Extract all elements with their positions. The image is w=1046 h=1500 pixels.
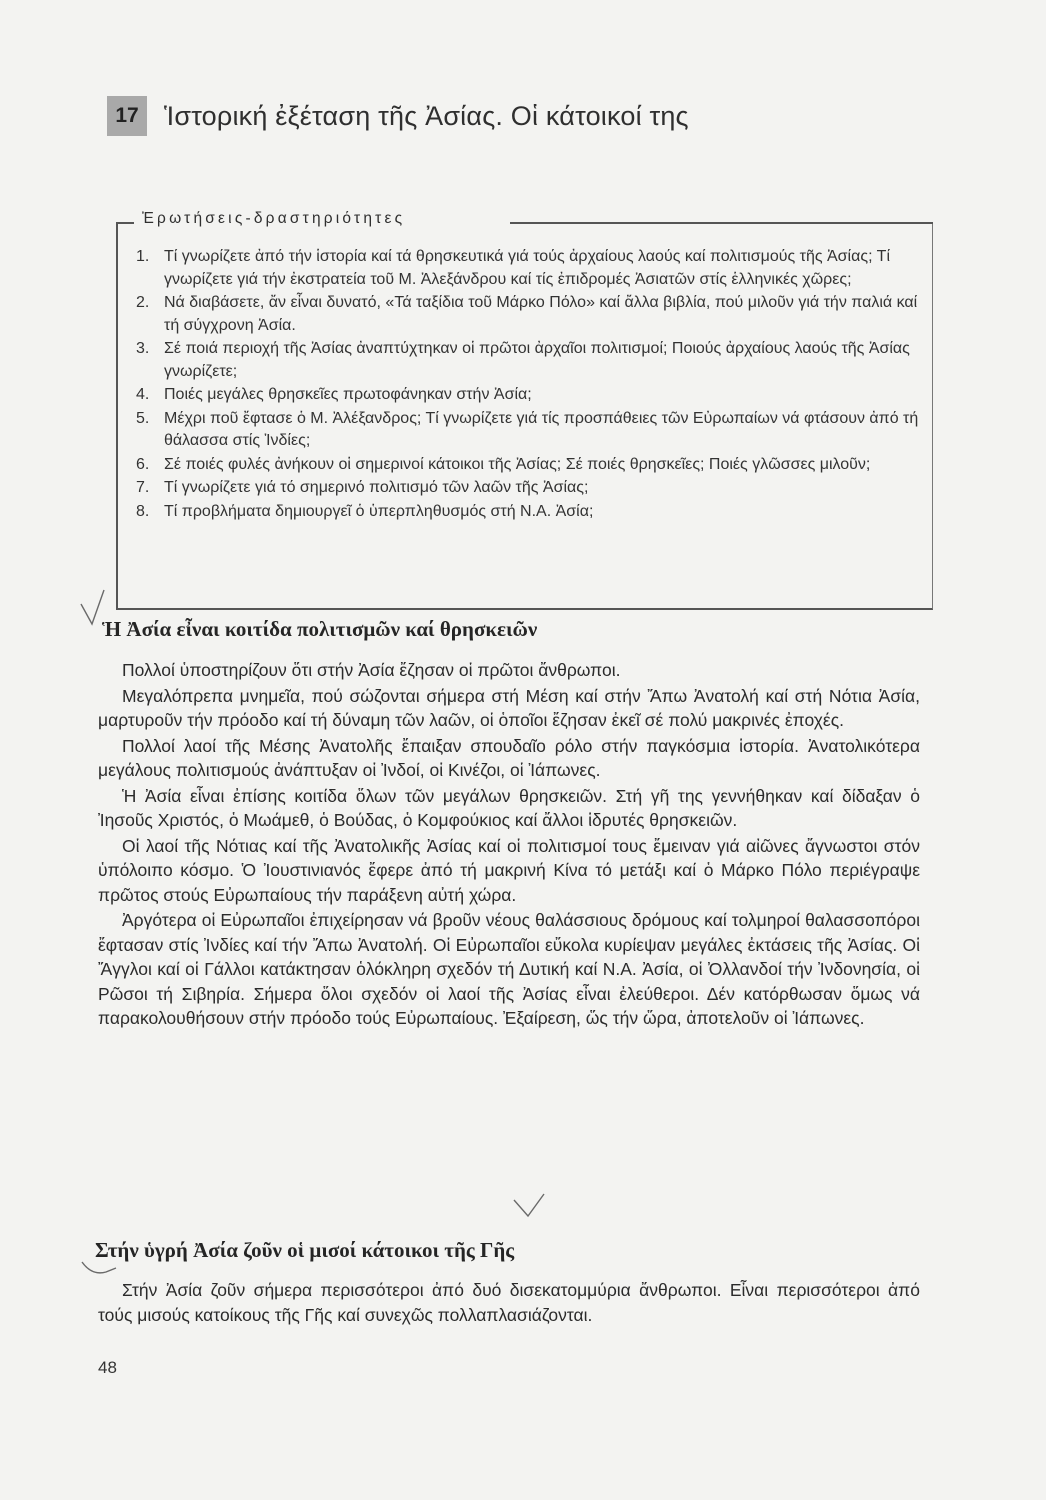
- paragraph: Οἱ λαοί τῆς Νότιας καί τῆς Ἀνατολικῆς Ἀσίας καί οἱ πολιτισμοί τους ἔμειναν γιά αἰῶνες ἄγνωστοι στόν ὑπόλοιπο κόσμο. Ὁ Ἰουστινιανός ἔφερε ἀπό τή μακρινή Κίνα τό μετάξι καί ὁ Μάρκο Πόλο περιέγραψε πρῶτος στούς Εὐρωπαίους τήν παράξενη αὐτή χώρα.: [98, 835, 920, 905]
- question-item: [136, 501, 922, 524]
- question-item: [136, 408, 922, 453]
- handwritten-check-icon: [512, 1192, 548, 1222]
- question-item: [136, 246, 922, 291]
- chapter-header: [107, 94, 689, 138]
- question-number: 2.: [136, 294, 150, 311]
- box-top-rule: [116, 222, 134, 224]
- paragraph: Ἀργότερα οἱ Εὐρωπαῖοι ἐπιχείρησαν νά βροῦν νέους θαλάσσιους δρόμους καί τολμηροί θαλασσοπόροι ἔφτασαν στίς Ἰνδίες καί τήν Ἄπω Ἀνατολή. Οἱ Εὐρωπαῖοι εὔκολα κυρίεψαν μεγάλες ἐκτάσεις τῆς Ἀσίας. Οἱ Ἄγγλοι καί οἱ Γάλλοι κατάκτησαν ὁλόκληρη σχεδόν τή Δυτική καί Ν.Α. Ἀσία, οἱ Ὀλλανδοί τήν Ἰνδονησία, οἱ Ρῶσοι τή Σιβηρία. Σήμερα ὅλοι σχεδόν οἱ λαοί τῆς Ἀσίας εἶναι ἐλεύθεροι. Δέν κατόρθωσαν ὅμως νά παρακολουθήσουν στήν πρόοδο τούς Εὐρωπαίους. Ἐξαίρεση, ὥς τήν ὥρα, ἀποτελοῦν οἱ Ἰάπωνες.: [98, 910, 920, 1028]
- question-item: [136, 384, 922, 407]
- question-number: 6.: [136, 455, 150, 473]
- section-body: [98, 658, 920, 1032]
- question-number: 3.: [136, 340, 150, 357]
- question-text: Ποιές μεγάλες θρησκεῖες πρωτοφάνηκαν στήν Ἀσία;: [164, 386, 532, 403]
- question-item: [136, 292, 922, 337]
- paragraph: Πολλοί ὑποστηρίζουν ὅτι στήν Ἀσία ἔζησαν οἱ πρῶτοι ἄνθρωποι.: [122, 660, 621, 680]
- paragraph: Ἡ Ἀσία εἶναι ἐπίσης κοιτίδα ὅλων τῶν μεγάλων θρησκειῶν. Στή γῆ της γεννήθηκαν καί δίδαξαν ὁ Ἰησοῦς Χριστός, ὁ Μωάμεθ, ὁ Βούδας, ὁ Κομφούκιος καί ἄλλοι ἱδρυτές θρησκειῶν.: [98, 785, 920, 830]
- page-number: 48: [98, 1358, 117, 1377]
- question-number: 5.: [136, 409, 150, 427]
- question-list: [136, 246, 922, 524]
- section-heading: Ἡ Ἀσία εἶναι κοιτίδα πολιτισμῶν καί θρησκειῶν: [102, 617, 538, 641]
- chapter-number: 17: [107, 96, 147, 136]
- question-number: 8.: [136, 502, 150, 520]
- question-text: Σέ ποιά περιοχή τῆς Ἀσίας ἀναπτύχτηκαν οἱ πρῶτοι ἀρχαῖοι πολιτισμοί; Ποιούς ἀρχαίους λαούς τῆς Ἀσίας γνωρίζετε;: [164, 340, 910, 380]
- question-text: Μέχρι ποῦ ἔφτασε ὁ Μ. Ἀλέξανδρος; Τί γνωρίζετε γιά τίς προσπάθειες τῶν Εὐρωπαίων νά φτάσουν ἀπό τή θάλασσα στίς Ἰνδίες;: [164, 409, 919, 449]
- question-item: [136, 477, 922, 500]
- question-text: Τί γνωρίζετε γιά τό σημερινό πολιτισμό τῶν λαῶν τῆς Ἀσίας;: [164, 479, 589, 496]
- chapter-title: Ἱστορική ἐξέταση τῆς Ἀσίας. Οἱ κάτοικοί της: [164, 100, 689, 131]
- question-item: [136, 454, 922, 477]
- section-body: [98, 1278, 920, 1328]
- box-top-rule: [510, 222, 933, 224]
- question-number: 1.: [136, 248, 150, 265]
- section-heading: Στήν ὑγρή Ἀσία ζοῦν οἱ μισοί κάτοικοι τῆς Γῆς: [95, 1238, 515, 1262]
- paragraph: Πολλοί λαοί τῆς Μέσης Ἀνατολῆς ἔπαιξαν σπουδαῖο ρόλο στήν παγκόσμια ἱστορία. Ἀνατολικότερα μεγάλους πολιτισμούς ἀνάπτυξαν οἱ Ἰνδοί, οἱ Κινέζοι, οἱ Ἰάπωνες.: [98, 735, 920, 780]
- question-text: Σέ ποιές φυλές ἀνήκουν οἱ σημερινοί κάτοικοι τῆς Ἀσίας; Σέ ποιές θρησκεῖες; Ποιές γλῶσσες μιλοῦν;: [164, 455, 871, 473]
- paragraph: Μεγαλόπρεπα μνημεῖα, πού σώζονται σήμερα στή Μέση καί στήν Ἄπω Ἀνατολή καί στή Νότια Ἀσία, μαρτυροῦν τήν πρόοδο καί τή δύναμη τῶν λαῶν, οἱ ὁποῖοι ἔζησαν ἐκεῖ σέ πολύ μακρινές ἐποχές.: [98, 685, 920, 730]
- questions-label: Ἐρωτήσεις-δραστηριότητες: [138, 210, 409, 228]
- question-item: [136, 338, 922, 383]
- question-text: Νά διαβάσετε, ἄν εἶναι δυνατό, «Τά ταξίδια τοῦ Μάρκο Πόλο» καί ἄλλα βιβλία, πού μιλοῦν γιά τήν παλιά καί τή σύγχρονη Ἀσία.: [164, 294, 918, 334]
- paragraph: Στήν Ἀσία ζοῦν σήμερα περισσότεροι ἀπό δυό δισεκατομμύρια ἄνθρωποι. Εἶναι περισσότεροι ἀπό τούς μισούς κατοίκους τῆς Γῆς καί συνεχῶς πολλαπλασιάζονται.: [98, 1280, 920, 1325]
- question-number: 4.: [136, 386, 150, 403]
- question-text: Τί προβλήματα δημιουργεῖ ὁ ὑπερπληθυσμός στή Ν.Α. Ἀσία;: [164, 502, 594, 520]
- questions-box: [116, 210, 933, 610]
- question-text: Τί γνωρίζετε ἀπό τήν ἱστορία καί τά θρησκευτικά γιά τούς ἀρχαίους λαούς καί πολιτισμούς τῆς Ἀσίας; Τί γνωρίζετε γιά τήν ἐκστρατεία τοῦ Μ. Ἀλεξάνδρου καί τίς ἐπιδρομές Ἀσιατῶν στίς ἑλληνικές χῶρες;: [164, 248, 890, 288]
- question-number: 7.: [136, 479, 150, 496]
